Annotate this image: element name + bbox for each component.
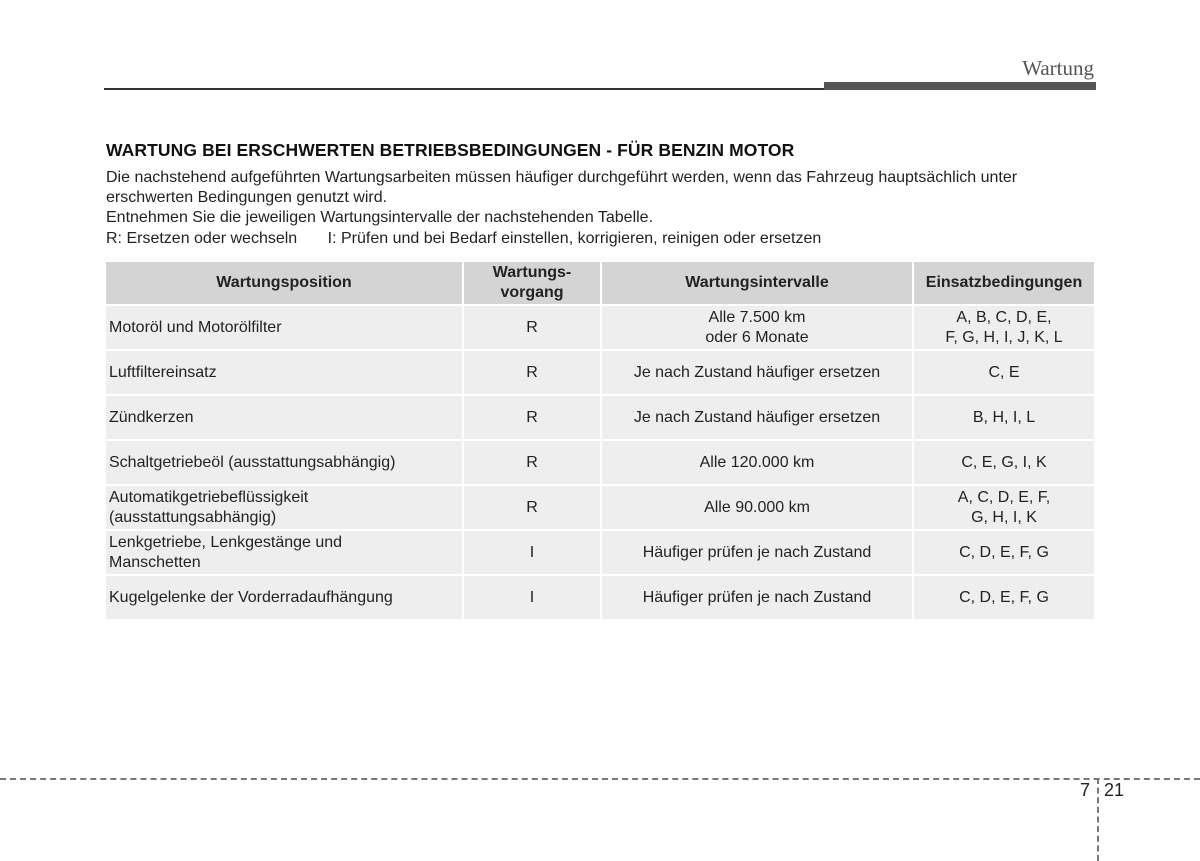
cell-conditions: C, D, E, F, G bbox=[914, 531, 1094, 574]
cell-position: Motoröl und Motorölfilter bbox=[106, 306, 462, 349]
chapter-number: 7 bbox=[1079, 780, 1090, 800]
table-row bbox=[106, 306, 1094, 349]
header-position: Wartungsposition bbox=[106, 262, 462, 304]
cell-conditions: C, E bbox=[914, 351, 1094, 394]
table-row bbox=[106, 441, 1094, 484]
cell-operation: R bbox=[464, 441, 600, 484]
cell-interval: Häufiger prüfen je nach Zustand bbox=[602, 576, 912, 619]
cell-position: Luftfiltereinsatz bbox=[106, 351, 462, 394]
table-row bbox=[106, 531, 1094, 574]
cell-position: Automatikgetriebeflüssigkeit (ausstattungsabhängig) bbox=[106, 486, 462, 529]
header-conditions: Einsatzbedingungen bbox=[914, 262, 1094, 304]
legend-r: R: Ersetzen oder wechseln bbox=[106, 230, 298, 247]
section-title: WARTUNG BEI ERSCHWERTEN BETRIEBSBEDINGUNGEN - FÜR BENZIN MOTOR bbox=[106, 140, 795, 160]
page-number: 21 bbox=[1104, 780, 1125, 800]
header-rule-accent bbox=[824, 82, 1096, 90]
cell-conditions: C, E, G, I, K bbox=[914, 441, 1094, 484]
cell-operation: I bbox=[464, 576, 600, 619]
section bbox=[106, 140, 1096, 249]
table-row bbox=[106, 486, 1094, 529]
intro-paragraph: Die nachstehend aufgeführten Wartungsarbeiten müssen häufiger durchgeführt werden, wenn das Fahrzeug hauptsächlich unter erschwerten Bedingungen genutzt wird. bbox=[106, 169, 1018, 206]
cell-position: Lenkgetriebe, Lenkgestänge und Manschetten bbox=[106, 531, 462, 574]
table-row bbox=[106, 396, 1094, 439]
cell-interval: Alle 120.000 km bbox=[602, 441, 912, 484]
legend bbox=[106, 229, 1096, 249]
header-operation: Wartungs- vorgang bbox=[464, 262, 600, 304]
cell-conditions: C, D, E, F, G bbox=[914, 576, 1094, 619]
cell-interval: Je nach Zustand häufiger ersetzen bbox=[602, 396, 912, 439]
table-hint: Entnehmen Sie die jeweiligen Wartungsintervalle der nachstehenden Tabelle. bbox=[106, 209, 654, 226]
cell-operation: R bbox=[464, 486, 600, 529]
table-row bbox=[106, 351, 1094, 394]
legend-i: I: Prüfen und bei Bedarf einstellen, korrigieren, reinigen oder ersetzen bbox=[327, 230, 822, 247]
header-interval: Wartungsintervalle bbox=[602, 262, 912, 304]
cell-operation: I bbox=[464, 531, 600, 574]
cell-operation: R bbox=[464, 396, 600, 439]
cell-operation: R bbox=[464, 351, 600, 394]
cell-conditions: B, H, I, L bbox=[914, 396, 1094, 439]
cell-position: Schaltgetriebeöl (ausstattungsabhängig) bbox=[106, 441, 462, 484]
running-head: Wartung bbox=[1022, 56, 1094, 80]
cell-interval: Je nach Zustand häufiger ersetzen bbox=[602, 351, 912, 394]
cell-interval: Alle 90.000 km bbox=[602, 486, 912, 529]
cell-interval: Alle 7.500 km oder 6 Monate bbox=[602, 306, 912, 349]
table-header-row bbox=[106, 262, 1094, 304]
table-row bbox=[106, 576, 1094, 619]
cell-position: Zündkerzen bbox=[106, 396, 462, 439]
cell-conditions: A, C, D, E, F, G, H, I, K bbox=[914, 486, 1094, 529]
maintenance-table bbox=[104, 260, 1096, 621]
cell-conditions: A, B, C, D, E, F, G, H, I, J, K, L bbox=[914, 306, 1094, 349]
cell-interval: Häufiger prüfen je nach Zustand bbox=[602, 531, 912, 574]
footer-dashed-divider bbox=[1097, 778, 1099, 861]
cell-operation: R bbox=[464, 306, 600, 349]
cell-position: Kugelgelenke der Vorderradaufhängung bbox=[106, 576, 462, 619]
footer-dashed-rule bbox=[0, 778, 1200, 780]
